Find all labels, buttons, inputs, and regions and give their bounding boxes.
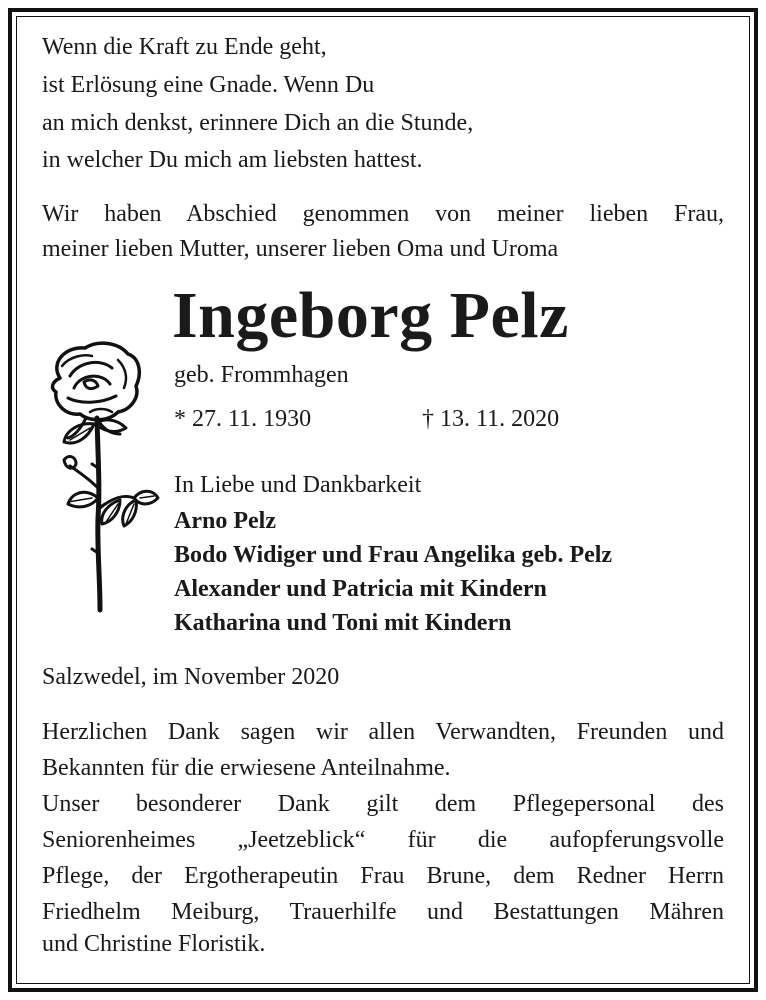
place-date: Salzwedel, im November 2020: [42, 664, 340, 690]
poem-line-2: ist Erlösung eine Gnade. Wenn Du: [42, 72, 375, 98]
poem-line-4: in welcher Du mich am liebsten hattest.: [42, 147, 423, 173]
mourner-name: Alexander und Patricia mit Kindern: [174, 576, 547, 602]
deceased-name: Ingeborg Pelz: [172, 279, 569, 352]
death-date: † 13. 11. 2020: [422, 406, 560, 432]
mourners-intro: In Liebe und Dankbarkeit: [174, 472, 422, 498]
thanks-line-1: Herzlichen Dank sagen wir allen Verwandten, Freunden und: [42, 719, 724, 745]
mourner-name: Arno Pelz: [174, 508, 276, 534]
intro-line-1: Wir haben Abschied genommen von meiner lieben Frau,: [42, 201, 724, 227]
thanks-line-4: Seniorenheimes „Jeetzeblick“ für die aufopferungsvolle: [42, 827, 724, 853]
mourner-name: Katharina und Toni mit Kindern: [174, 610, 512, 636]
mourner-name: Bodo Widiger und Frau Angelika geb. Pelz: [174, 542, 613, 568]
thanks-line-3: Unser besonderer Dank gilt dem Pflegepersonal des: [42, 791, 724, 817]
intro-line-2: meiner lieben Mutter, unserer lieben Oma und Uroma: [42, 236, 559, 262]
thanks-line-6: Friedhelm Meiburg, Trauerhilfe und Bestattungen Mähren: [42, 899, 724, 925]
thanks-line-7: und Christine Floristik.: [42, 931, 266, 957]
birth-name: geb. Frommhagen: [174, 362, 349, 388]
rose-illustration: [40, 338, 162, 618]
birth-date: * 27. 11. 1930: [174, 406, 312, 432]
poem-line-3: an mich denkst, erinnere Dich an die Stunde,: [42, 110, 474, 136]
thanks-line-5: Pflege, der Ergotherapeutin Frau Brune, dem Redner Herrn: [42, 863, 724, 889]
poem-line-1: Wenn die Kraft zu Ende geht,: [42, 34, 327, 60]
thanks-line-2: Bekannten für die erwiesene Anteilnahme.: [42, 755, 451, 781]
